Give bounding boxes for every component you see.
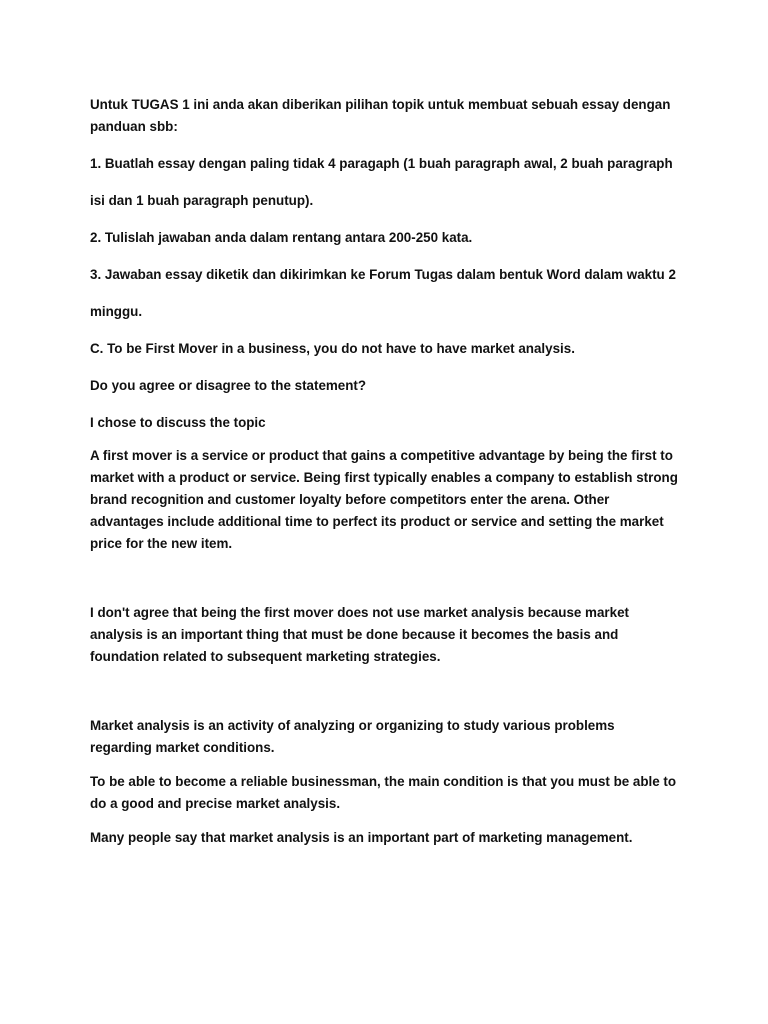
paragraph-reliable-businessman: To be able to become a reliable businessman, the main condition is that you must be able to do a good and precise market analysis. xyxy=(90,774,677,811)
paragraph-market-analysis: Market analysis is an activity of analyzing or organizing to study various problems regarding market conditions. xyxy=(90,718,615,755)
paragraph-first-mover: A first mover is a service or product that gains a competitive advantage by being the first to market with a product or service. Being first typically enables a company to establish strong brand recognition and customer loyalty before competitors enter the arena. Other advantages include additional time to perfect its product or service and setting the market price for the new item. xyxy=(90,448,678,551)
paragraph-disagree: I don't agree that being the first mover does not use market analysis because market analysis is an important thing that must be done because it becomes the basis and foundation related to subsequent marketing strategies. xyxy=(90,605,629,664)
question-text: Do you agree or disagree to the statement? xyxy=(90,378,367,393)
document-body xyxy=(90,94,680,849)
instruction-2: 2. Tulislah jawaban anda dalam rentang antara 200-250 kata. xyxy=(90,230,473,245)
topic-statement: C. To be First Mover in a business, you do not have to have market analysis. xyxy=(90,341,575,356)
chosen-topic-text: I chose to discuss the topic xyxy=(90,415,266,430)
instruction-3-line-2: minggu. xyxy=(90,304,143,319)
instruction-3-line-1: 3. Jawaban essay diketik dan dikirimkan ke Forum Tugas dalam bentuk Word dalam waktu 2 xyxy=(90,267,676,282)
paragraph-marketing-management: Many people say that market analysis is an important part of marketing management. xyxy=(90,830,633,845)
intro-text: Untuk TUGAS 1 ini anda akan diberikan pilihan topik untuk membuat sebuah essay dengan panduan sbb: xyxy=(90,97,671,134)
instruction-1-line-1: 1. Buatlah essay dengan paling tidak 4 paragaph (1 buah paragraph awal, 2 buah paragraph xyxy=(90,156,673,171)
instruction-1-line-2: isi dan 1 buah paragraph penutup). xyxy=(90,193,314,208)
